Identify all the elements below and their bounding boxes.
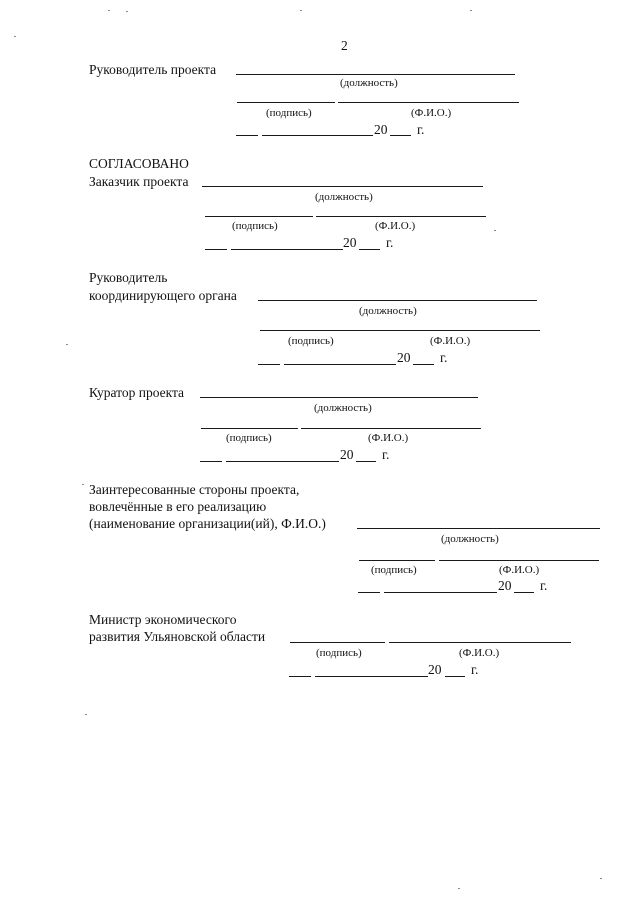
signature-line bbox=[359, 560, 435, 561]
year-prefix: 20 bbox=[498, 578, 512, 593]
scan-speck bbox=[600, 878, 602, 879]
year-prefix: 20 bbox=[428, 662, 442, 677]
year-prefix: 20 bbox=[397, 350, 411, 365]
signature-caption: (подпись) bbox=[288, 335, 334, 347]
date-month-line bbox=[226, 461, 339, 462]
year-suffix: г. bbox=[471, 662, 479, 677]
minister-label-line1: Министр экономического bbox=[89, 612, 237, 627]
full-name-caption: (Ф.И.О.) bbox=[459, 647, 500, 659]
signature-line bbox=[201, 428, 298, 429]
full-name-line bbox=[439, 560, 599, 561]
date-day-line bbox=[236, 135, 258, 136]
year-prefix: 20 bbox=[343, 235, 357, 250]
year-suffix: г. bbox=[382, 447, 390, 462]
full-name-line bbox=[316, 216, 486, 217]
signature-caption: (подпись) bbox=[226, 432, 272, 444]
year-prefix: 20 bbox=[340, 447, 354, 462]
position-caption: (должность) bbox=[314, 402, 372, 414]
date-month-line bbox=[384, 592, 497, 593]
full-name-caption: (Ф.И.О.) bbox=[368, 432, 409, 444]
date-year-line bbox=[445, 676, 465, 677]
position-caption: (должность) bbox=[441, 533, 499, 545]
date-day-line bbox=[358, 592, 380, 593]
scan-speck bbox=[108, 10, 110, 11]
date-day-line bbox=[200, 461, 222, 462]
position-caption: (должность) bbox=[359, 305, 417, 317]
coordinator-label-line2: координирующего органа bbox=[89, 288, 237, 303]
scan-speck bbox=[82, 484, 84, 485]
scan-speck bbox=[458, 888, 460, 889]
position-caption: (должность) bbox=[340, 77, 398, 89]
position-caption: (должность) bbox=[315, 191, 373, 203]
page-number: 2 bbox=[341, 38, 348, 53]
date-year-line bbox=[514, 592, 534, 593]
position-line bbox=[357, 528, 600, 529]
full-name-caption: (Ф.И.О.) bbox=[499, 564, 540, 576]
date-month-line bbox=[284, 364, 396, 365]
full-name-caption: (Ф.И.О.) bbox=[411, 107, 452, 119]
scan-speck bbox=[300, 10, 302, 11]
scan-speck bbox=[14, 36, 16, 37]
year-suffix: г. bbox=[440, 350, 448, 365]
date-day-line bbox=[289, 676, 311, 677]
curator-label: Куратор проекта bbox=[89, 385, 185, 400]
signature-caption: (подпись) bbox=[316, 647, 362, 659]
signature-name-line bbox=[260, 330, 540, 331]
date-day-line bbox=[258, 364, 280, 365]
year-suffix: г. bbox=[417, 122, 425, 137]
date-day-line bbox=[205, 249, 227, 250]
approved-heading: СОГЛАСОВАНО bbox=[89, 156, 189, 171]
year-suffix: г. bbox=[540, 578, 548, 593]
signature-caption: (подпись) bbox=[232, 220, 278, 232]
signature-line bbox=[205, 216, 313, 217]
position-line bbox=[236, 74, 515, 75]
full-name-line bbox=[338, 102, 519, 103]
date-year-line bbox=[359, 249, 380, 250]
date-month-line bbox=[262, 135, 373, 136]
coordinator-label-line1: Руководитель bbox=[89, 270, 168, 285]
full-name-caption: (Ф.И.О.) bbox=[430, 335, 471, 347]
scan-speck bbox=[494, 230, 496, 231]
stakeholders-label-line3: (наименование организации(ий), Ф.И.О.) bbox=[89, 516, 326, 531]
year-suffix: г. bbox=[386, 235, 394, 250]
full-name-caption: (Ф.И.О.) bbox=[375, 220, 416, 232]
signature-caption: (подпись) bbox=[266, 107, 312, 119]
stakeholders-label-line1: Заинтересованные стороны проекта, bbox=[89, 482, 300, 497]
scan-speck bbox=[66, 344, 68, 345]
date-month-line bbox=[315, 676, 428, 677]
date-month-line bbox=[231, 249, 343, 250]
full-name-line bbox=[389, 642, 571, 643]
signature-line bbox=[290, 642, 385, 643]
position-line bbox=[258, 300, 537, 301]
signature-caption: (подпись) bbox=[371, 564, 417, 576]
signature-line bbox=[237, 102, 335, 103]
project-head-label: Руководитель проекта bbox=[89, 62, 217, 77]
position-line bbox=[202, 186, 483, 187]
full-name-line bbox=[301, 428, 481, 429]
date-year-line bbox=[390, 135, 411, 136]
minister-label-line2: развития Ульяновской области bbox=[89, 629, 266, 644]
stakeholders-label-line2: вовлечённые в его реализацию bbox=[89, 499, 267, 514]
position-line bbox=[200, 397, 478, 398]
scan-speck bbox=[85, 714, 87, 715]
date-year-line bbox=[356, 461, 376, 462]
scan-speck bbox=[470, 10, 472, 11]
date-year-line bbox=[413, 364, 434, 365]
year-prefix: 20 bbox=[374, 122, 388, 137]
scan-speck bbox=[126, 11, 128, 12]
customer-label: Заказчик проекта bbox=[89, 174, 189, 189]
